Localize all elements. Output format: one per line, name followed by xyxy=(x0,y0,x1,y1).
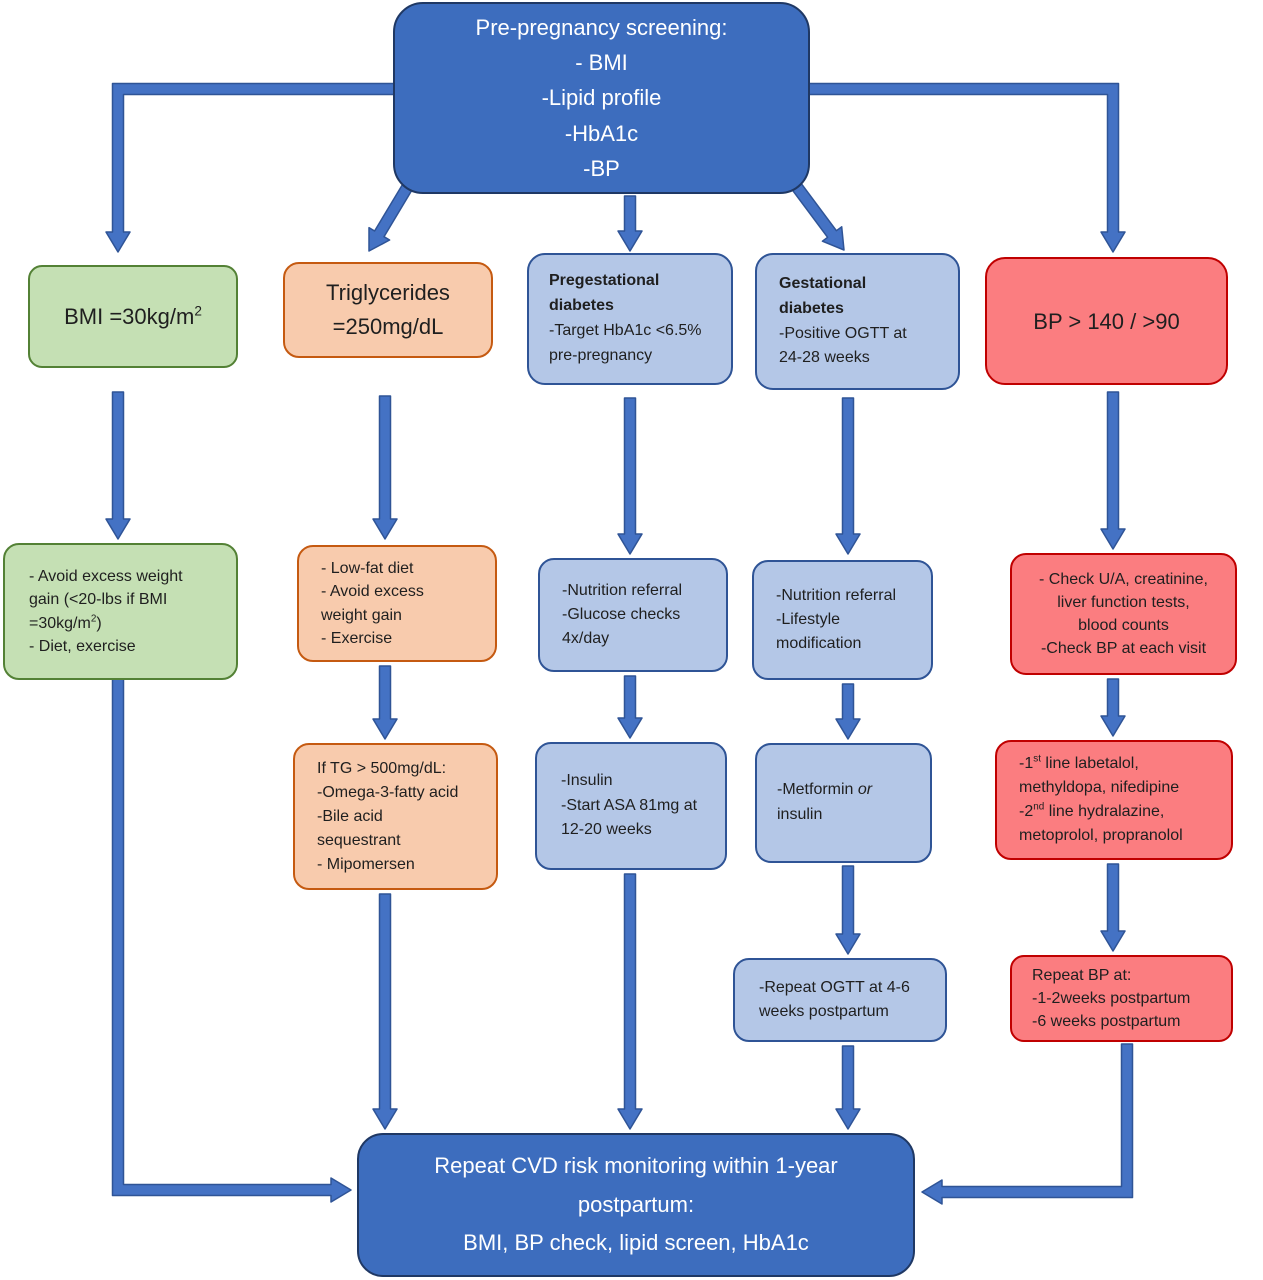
text-line: -1-2weeks postpartum xyxy=(1032,989,1191,1007)
text-line: -Lipid profile xyxy=(541,85,662,111)
connector-bottom-right xyxy=(922,1044,1133,1204)
text-line: -Insulin xyxy=(561,771,613,789)
text-line: -1st line labetalol, xyxy=(1019,753,1139,772)
text-line: BMI, BP check, lipid screen, HbA1c xyxy=(463,1230,809,1256)
text-line: insulin xyxy=(777,806,823,823)
gestational-treatment-box xyxy=(755,743,932,863)
text-line: - BMI xyxy=(575,50,628,76)
text-line: blood counts xyxy=(1078,617,1169,634)
text-line: weight gain xyxy=(321,606,402,624)
pregestational-treatment-box xyxy=(535,742,727,870)
text-line: pre-pregnancy xyxy=(549,346,653,364)
arrow-tg-3 xyxy=(373,894,397,1129)
text-line: -Start ASA 81mg at xyxy=(561,796,698,814)
text-line: metoprolol, propranolol xyxy=(1019,827,1183,844)
text-line: -Nutrition referral xyxy=(562,582,683,599)
arrow-bp-1 xyxy=(1101,392,1125,549)
text-line: -Repeat OGTT at 4-6 xyxy=(759,979,910,996)
text-line: 24-28 weeks xyxy=(779,349,870,367)
arrow-gest-2 xyxy=(836,684,860,739)
arrow-bmi-1 xyxy=(106,392,130,539)
text-line: If TG > 500mg/dL: xyxy=(317,759,447,777)
arrow-gest-4 xyxy=(836,1046,860,1129)
bp-management-box xyxy=(1010,553,1237,675)
text-line: diabetes xyxy=(549,297,614,315)
text-line: -Nutrition referral xyxy=(776,587,897,604)
text-line: methyldopa, nifedipine xyxy=(1019,779,1180,796)
arrow-gest-3 xyxy=(836,866,860,954)
text-line: -Lifestyle xyxy=(776,611,841,628)
bmi-management-box xyxy=(3,543,238,680)
text-line: BMI $=30kg/m^2$ xyxy=(64,303,202,329)
text-line: 12-20 weeks xyxy=(561,821,652,839)
text-line: - Diet, exercise xyxy=(29,637,136,655)
connector-top-right xyxy=(806,84,1125,253)
text-line: sequestrant xyxy=(317,831,401,849)
text-line: Triglycerides xyxy=(326,279,450,305)
text-line: -2nd line hydralazine, xyxy=(1019,801,1165,820)
gestational-postpartum-box xyxy=(733,958,947,1042)
text-line: - Low-fat diet xyxy=(321,560,414,578)
arrow-to-pregestational xyxy=(618,196,642,251)
text-line: - Check U/A, creatinine, xyxy=(1039,570,1208,588)
gestational-management-box xyxy=(752,560,933,680)
text-line: -Omega-3-fatty acid xyxy=(317,783,459,801)
bp-postpartum-box xyxy=(1010,955,1233,1042)
text-line: Gestational xyxy=(779,274,867,292)
text-line: weeks postpartum xyxy=(759,1003,889,1020)
arrow-bp-2 xyxy=(1101,679,1125,736)
text-line: BP > 140 / >90 xyxy=(1033,308,1180,334)
arrow-pregest-1 xyxy=(618,398,642,554)
text-line: 4x/day xyxy=(562,630,610,647)
bp-treatment-box xyxy=(995,740,1233,860)
text-line: - Avoid excess xyxy=(321,583,424,601)
followup-box xyxy=(357,1133,915,1277)
text-line: Repeat BP at: xyxy=(1032,966,1132,984)
triglycerides-management-box xyxy=(297,545,497,662)
text-line: - Exercise xyxy=(321,629,393,647)
text-line: liver function tests, xyxy=(1057,593,1190,611)
text-line: gain (<20-lbs if BMI xyxy=(29,591,168,609)
arrow-tg-1 xyxy=(373,396,397,539)
text-line: modification xyxy=(776,635,862,652)
text-line: -Metformin or xyxy=(777,781,873,799)
text-line: -6 weeks postpartum xyxy=(1032,1013,1181,1031)
pregestational-diabetes-box xyxy=(527,253,733,385)
arrow-pregest-3 xyxy=(618,874,642,1129)
text-line: -HbA1c xyxy=(564,120,639,146)
arrow-pregest-2 xyxy=(618,676,642,738)
triglycerides-treatment-box xyxy=(293,743,498,890)
text-line: =250mg/dL xyxy=(332,314,444,339)
arrow-bp-3 xyxy=(1101,864,1125,951)
screening-box xyxy=(393,2,810,194)
text-line: -Glucose checks xyxy=(562,606,681,623)
bmi-threshold-box xyxy=(28,265,238,368)
text-line: - Mipomersen xyxy=(317,855,415,873)
connector-top-left xyxy=(106,84,398,253)
pregestational-management-box xyxy=(538,558,728,672)
text-line: $=30kg/m^2$) xyxy=(29,613,102,632)
text-line: -Positive OGTT at xyxy=(779,324,907,342)
text-line: postpartum: xyxy=(577,1191,695,1217)
gestational-diabetes-box xyxy=(755,253,960,390)
text-line: -Check BP at each visit xyxy=(1040,640,1207,658)
text-line: -BP xyxy=(583,155,620,181)
text-line: Pregestational xyxy=(549,272,660,290)
arrow-gest-1 xyxy=(836,398,860,554)
arrow-tg-2 xyxy=(373,666,397,739)
text-line: Repeat CVD risk monitoring within 1-year xyxy=(434,1153,838,1179)
text-line: - Avoid excess weight xyxy=(29,568,183,586)
bp-threshold-box xyxy=(985,257,1228,385)
text-line: -Target HbA1c <6.5% xyxy=(549,322,702,339)
text-line: -Bile acid xyxy=(317,807,383,825)
triglycerides-threshold-box xyxy=(283,262,493,358)
text-line: Pre-pregnancy screening: xyxy=(475,15,728,41)
text-line: diabetes xyxy=(779,299,844,317)
